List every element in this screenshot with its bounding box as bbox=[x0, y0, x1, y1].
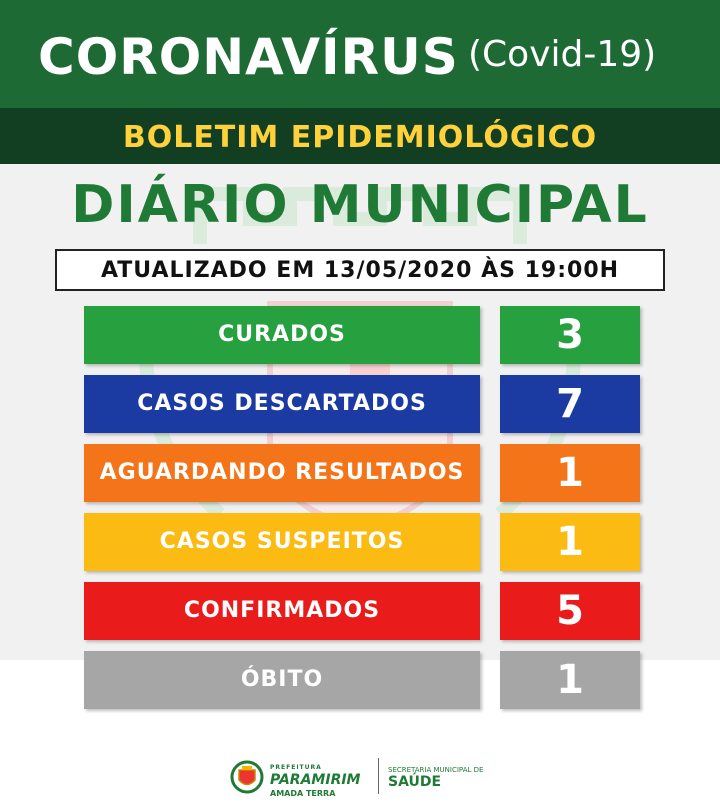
brand-city: PARAMIRIM bbox=[270, 772, 361, 788]
row-value-aguardando-resultados: 1 bbox=[500, 444, 640, 502]
row-value-obito: 1 bbox=[500, 651, 640, 709]
page-subtitle: (Covid-19) bbox=[468, 34, 657, 75]
page-title: CORONAVÍRUS bbox=[38, 28, 459, 86]
row-label-obito: ÓBITO bbox=[84, 651, 480, 709]
brand-prefix: PREFEITURA bbox=[270, 764, 322, 771]
dept-line1: SECRETARIA MUNICIPAL DE bbox=[388, 766, 484, 774]
brand-tagline: AMADA TERRA bbox=[270, 789, 336, 798]
footer-department bbox=[388, 766, 483, 790]
header-bar bbox=[0, 0, 720, 108]
footer-brand bbox=[270, 761, 361, 800]
row-label-casos-suspeitos: CASOS SUSPEITOS bbox=[84, 513, 480, 571]
dept-line2: SAÚDE bbox=[388, 774, 442, 790]
bulletin-band bbox=[0, 108, 720, 164]
footer-divider bbox=[378, 758, 379, 794]
row-label-curados: CURADOS bbox=[84, 306, 480, 364]
bulletin-title: BOLETIM EPIDEMIOLÓGICO bbox=[122, 120, 598, 155]
row-value-casos-suspeitos: 1 bbox=[500, 513, 640, 571]
updated-timestamp: ATUALIZADO EM 13/05/2020 ÀS 19:00H bbox=[55, 249, 665, 291]
headline: DIÁRIO MUNICIPAL bbox=[71, 175, 649, 235]
row-value-curados: 3 bbox=[500, 306, 640, 364]
row-label-casos-descartados: CASOS DESCARTADOS bbox=[84, 375, 480, 433]
row-value-confirmados: 5 bbox=[500, 582, 640, 640]
row-label-confirmados: CONFIRMADOS bbox=[84, 582, 480, 640]
row-label-aguardando-resultados: AGUARDANDO RESULTADOS bbox=[84, 444, 480, 502]
city-crest-icon bbox=[230, 760, 264, 794]
row-value-casos-descartados: 7 bbox=[500, 375, 640, 433]
